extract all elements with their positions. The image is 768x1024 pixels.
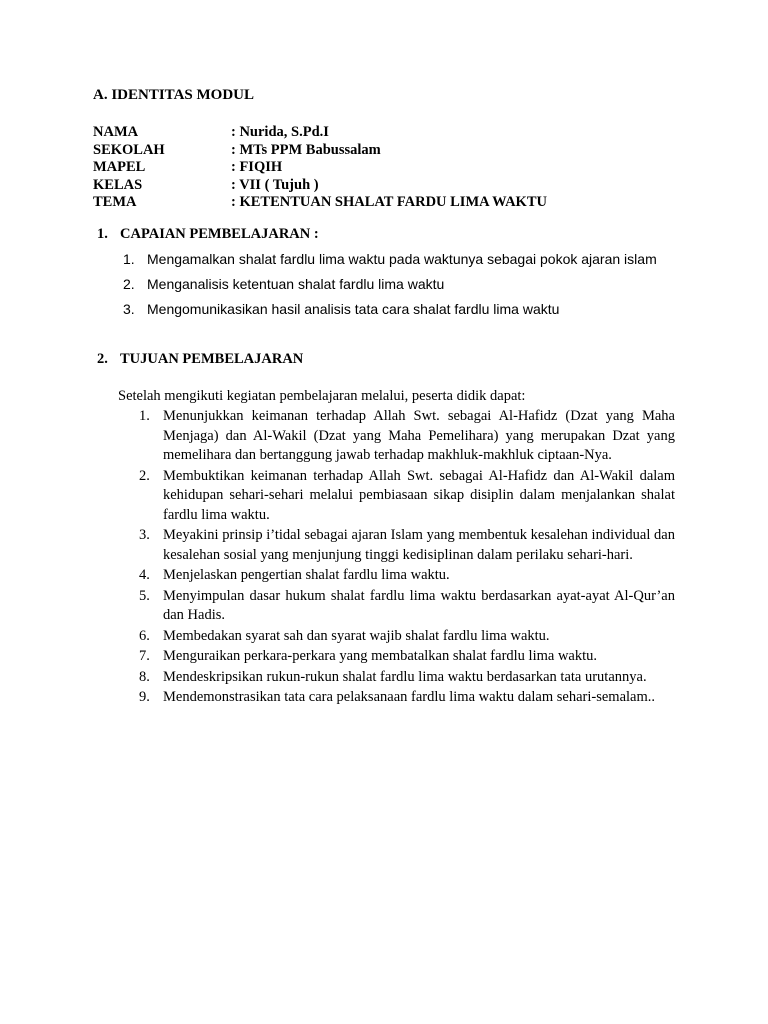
list-item [139, 627, 675, 647]
identity-row [93, 159, 547, 177]
identity-table [93, 124, 547, 212]
list-item [139, 526, 675, 565]
list-item-number: 9. [139, 689, 150, 705]
list-item-number: 4. [139, 567, 150, 583]
list-item [139, 566, 675, 586]
list-item-text: Mendeskripsikan rukun-rukun shalat fardlu lima waktu berdasarkan tata urutannya. [163, 668, 647, 685]
identity-row [93, 177, 547, 195]
list-item-text: Mengomunikasikan hasil analisis tata cara shalat fardlu lima waktu [147, 301, 560, 317]
identity-value: : KETENTUAN SHALAT FARDU LIMA WAKTU [231, 194, 547, 210]
list-item-number: 7. [139, 648, 150, 664]
section-title-text: CAPAIAN PEMBELAJARAN : [120, 226, 319, 242]
list-item [139, 688, 675, 708]
identity-key: KELAS [93, 176, 143, 193]
list-item-text: Menjelaskan pengertian shalat fardlu lima waktu. [163, 567, 450, 583]
list-item-text: Membuktikan keimanan terhadap Allah Swt. sebagai Al-Hafidz dan Al-Wakil dalam kehidupan sehari-sehari melalui pembiasaan sikap disiplin dalam menjalankan shalat fardlu lima waktu. [163, 467, 675, 523]
list-item-text: Membedakan syarat sah dan syarat wajib shalat fardlu lima waktu. [163, 627, 550, 644]
identity-value: : VII ( Tujuh ) [231, 176, 319, 193]
list-item [139, 467, 675, 526]
section-number: 1. [97, 226, 108, 242]
list-item-text: Menganalisis ketentuan shalat fardlu lima waktu [147, 276, 445, 292]
identity-key: TEMA [93, 194, 137, 210]
identity-value: : Nurida, S.Pd.I [231, 124, 329, 140]
identity-key: NAMA [93, 124, 139, 140]
list-item-number: 2. [139, 467, 150, 484]
list-item [139, 668, 675, 688]
learning-outcomes-list [123, 250, 657, 325]
list-item [139, 587, 675, 626]
objectives-intro: Setelah mengikuti kegiatan pembelajaran melalui, peserta didik dapat: [118, 388, 526, 404]
list-item [123, 300, 657, 325]
identity-key: MAPEL [93, 159, 146, 175]
list-item-text: Menunjukkan keimanan terhadap Allah Swt. sebagai Al-Hafidz (Dzat yang Maha Menjaga) dan Al-Wakil (Dzat yang Maha Pemelihara) yang merupakan Dzat yang memelihara dan bertanggung jawab terhadap makhluk-makhluk ciptaan-Nya. [163, 408, 675, 463]
list-item-text: Mengamalkan shalat fardlu lima waktu pada waktunya sebagai pokok ajaran islam [147, 251, 657, 267]
identity-row [93, 124, 547, 142]
list-item [123, 250, 657, 275]
list-item-number: 3. [123, 301, 135, 317]
list-item [139, 407, 675, 466]
list-item-text: Mendemonstrasikan tata cara pelaksanaan fardlu lima waktu dalam sehari-semalam.. [163, 689, 655, 705]
list-item-number: 3. [139, 527, 150, 543]
identity-row [93, 142, 547, 160]
list-item-number: 6. [139, 627, 150, 644]
list-item-number: 1. [139, 408, 150, 424]
list-item-number: 8. [139, 668, 150, 685]
identity-row [93, 194, 547, 212]
section-number: 2. [97, 351, 108, 367]
identity-value: : FIQIH [231, 159, 283, 175]
list-item-number: 5. [139, 587, 150, 604]
identity-value: : MTs PPM Babussalam [231, 141, 381, 158]
list-item-text: Menguraikan perkara-perkara yang membatalkan shalat fardlu lima waktu. [163, 648, 598, 664]
module-identity-heading: A. IDENTITAS MODUL [93, 87, 254, 103]
learning-outcomes-title [97, 226, 319, 243]
list-item-text: Meyakini prinsip i’tidal sebagai ajaran Islam yang membentuk kesalehan individual dan kesalehan sosial yang menjunjung tinggi kedisiplinan dalam perilaku sehari-hari. [163, 527, 675, 563]
section-title-text: TUJUAN PEMBELAJARAN [120, 351, 304, 367]
list-item-text: Menyimpulan dasar hukum shalat fardlu lima waktu berdasarkan ayat-ayat Al-Qur’an dan Hadis. [163, 587, 675, 623]
learning-objectives-title [97, 351, 303, 368]
list-item-number: 2. [123, 276, 135, 292]
list-item-number: 1. [123, 251, 135, 267]
list-item [123, 275, 657, 300]
list-item [139, 647, 675, 667]
learning-objectives-list [139, 407, 675, 709]
identity-key: SEKOLAH [93, 141, 165, 158]
